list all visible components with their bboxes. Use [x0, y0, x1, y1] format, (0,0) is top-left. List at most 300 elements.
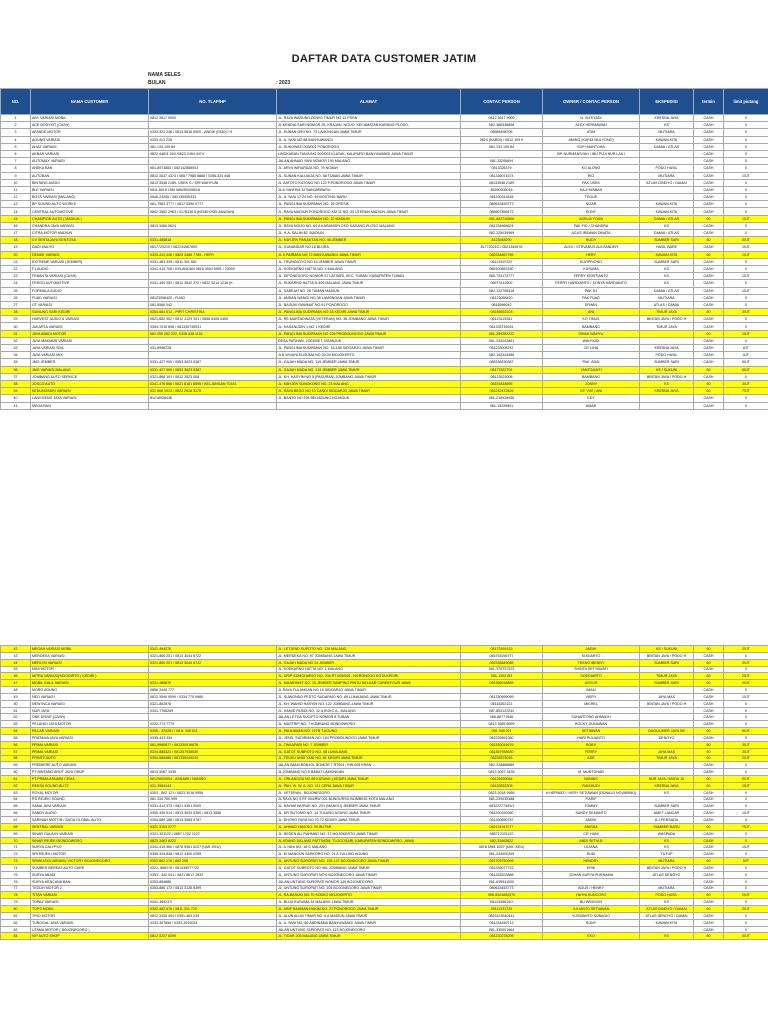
cell-col-term: 60 — [694, 215, 724, 222]
cell-col-credit-limit: 0 — [724, 323, 768, 330]
cell-col-phone: 0852 3552 2963 / 0176338 5 (KENDY/KELJANGAN) — [149, 208, 277, 215]
cell-col-customer-name: PT BINTANG ARUT JAYA GRUP — [31, 769, 149, 776]
table-row — [1, 865, 768, 872]
cell-col-customer-name: JAKARTA VARIASI — [31, 323, 149, 330]
cell-col-owner: BU WINGGIH — [543, 899, 640, 906]
cell-col-address: JL. HAMID RUSDI NO. 12 A RUKO A., MALANG — [277, 707, 461, 714]
cell-col-phone: 0333-413 448 / 0823 3486 7789 - HERY — [149, 251, 277, 258]
cell-col-address: JALAN UNTUNG SUROPATI NOMOR 149 BOJONEGORO — [277, 878, 461, 885]
cell-col-phone: 0341-7766269 — [149, 707, 277, 714]
cell-col-credit-limit: 0 — [724, 687, 768, 694]
cell-col-contact-person: 08177537701 — [461, 366, 543, 373]
cell-col-contact-person: 089615453773 — [461, 201, 543, 208]
cell-col-term: CASH — [694, 179, 724, 186]
cell-col-credit-limit: 0 — [724, 899, 768, 906]
cell-col-expedition: KS — [640, 380, 694, 387]
cell-col-no: 76 — [1, 878, 31, 885]
cell-col-phone: 0813 3067 3435 — [149, 769, 277, 776]
cell-col-address: JL. TWAAFARI NO. 7 JEMBER — [277, 741, 461, 748]
cell-col-credit-limit: 8JT — [724, 352, 768, 359]
cell-col-owner: FERRY HARDIANTO / SONYA HARDIANTO — [543, 280, 640, 287]
cell-col-phone — [149, 666, 277, 673]
cell-col-no: 45 — [1, 666, 31, 673]
cell-col-credit-limit: 0 — [724, 789, 768, 796]
cell-col-term: 60 — [694, 906, 724, 913]
cell-col-phone: 0341-415 708 / KELANGAN 0818 0504 5951 / 23000 — [149, 265, 277, 272]
cell-col-customer-name: TUNGGAL JAYA VARIASI — [31, 919, 149, 926]
cell-col-phone: 0331-412 373 / 0821 4301 0000 — [149, 803, 277, 810]
cell-col-address: JL. BANTO NO 294 BEGADUNG NGANJUK — [277, 395, 461, 402]
cell-col-term: CASH — [694, 352, 724, 359]
cell-col-term: CASH — [694, 301, 724, 308]
cell-col-expedition: KS / SUKUNI — [640, 366, 694, 373]
cell-col-address: JL. AHMAD YANI NO. 30 BLITAR — [277, 823, 461, 830]
cell-col-contact-person: 08173391415 — [461, 646, 543, 653]
cell-col-owner: AMAR — [543, 402, 640, 409]
cell-col-contact-person: 081-239435388 — [461, 796, 543, 803]
table-row — [1, 700, 768, 707]
cell-col-address: JALAN LETDA SUCIPTO NOMOR 8 TUBAN — [277, 714, 461, 721]
table-row — [1, 659, 768, 666]
cell-col-no: 60 — [1, 769, 31, 776]
cell-col-address: JL. GAJAH MADA NO 24 JEMBER — [277, 659, 461, 666]
cell-col-credit-limit: 30JT — [724, 380, 768, 387]
cell-col-no: 72 — [1, 851, 31, 858]
cell-col-owner: KO TINUS — [543, 316, 640, 323]
cell-col-customer-name: BLE VARIASI — [31, 186, 149, 193]
table-row — [1, 789, 768, 796]
cell-col-phone: 0341-490 252 / 0812 3542 272 / 0822 3214 1216 (K — [149, 280, 277, 287]
cell-col-credit-limit: 0 — [724, 714, 768, 721]
table-row — [1, 803, 768, 810]
cell-col-customer-name: SINAR REJEKI BONDOWOSO — [31, 837, 149, 844]
cell-col-expedition: DAMAI / ATLAS — [640, 287, 694, 294]
cell-col-no: 56 — [1, 741, 31, 748]
cell-col-owner: JOHAN SURYA PURNAMA — [543, 871, 640, 878]
cell-col-contact-person: 81772021O / 0821345678 — [461, 244, 543, 251]
cell-col-phone: 0321-321122 / 0857 1702 1122 — [149, 830, 277, 837]
cell-col-no: 69 — [1, 830, 31, 837]
cell-col-no: 42 — [1, 646, 31, 653]
cell-col-owner: P.ARIF — [543, 796, 640, 803]
cell-col-contact-person: 082-228888889 — [461, 762, 543, 769]
cell-col-expedition: DAMAI / ATLAS — [640, 230, 694, 237]
cell-col-credit-limit: 0 — [724, 851, 768, 858]
cell-col-contact-person: 081334665624 — [461, 222, 543, 229]
table-row — [1, 673, 768, 680]
cell-col-phone — [149, 122, 277, 129]
cell-col-expedition: KS — [640, 280, 694, 287]
cell-col-address: JL. A. YANI NO 88 BANYUWANGI — [277, 136, 461, 143]
cell-col-owner: HARI PULIANTO — [543, 734, 640, 741]
cell-col-customer-name: MERLYN VARIASI — [31, 659, 149, 666]
cell-col-owner: TEGUE — [543, 194, 640, 201]
cell-col-address: JL. SUKOWATI 003/001 PONOROGO — [277, 143, 461, 150]
cell-col-contact-person: 0823 3018 9955 — [461, 789, 543, 796]
cell-col-credit-limit: 0 — [724, 769, 768, 776]
cell-col-contact-person: 082-225039969 — [461, 230, 543, 237]
cell-col-credit-limit: 0 — [724, 158, 768, 165]
cell-col-phone: 081 6566 042 — [149, 301, 277, 308]
cell-col-credit-limit: 15JT — [724, 215, 768, 222]
cell-col-owner: EKO — [543, 933, 640, 940]
cell-col-owner: FERRY — [543, 748, 640, 755]
cell-col-phone: 081-8960877 / 081330016676 — [149, 741, 277, 748]
cell-col-term: CASH — [694, 208, 724, 215]
cell-col-contact-person: 085336230387 — [461, 359, 543, 366]
cell-col-credit-limit: 0 — [724, 201, 768, 208]
cell-col-no: 36 — [1, 366, 31, 373]
cell-col-address: JL. A. YANI NO. 66 ABDINAMA BANYUWANGI JAWA TIMUR — [277, 919, 461, 926]
cell-col-contact-person: 082225651360 — [461, 734, 543, 741]
cell-col-phone: 031-8946728 — [149, 345, 277, 352]
cell-col-credit-limit: 0 — [724, 919, 768, 926]
cell-col-term: CASH — [694, 721, 724, 728]
table-row — [1, 687, 768, 694]
cell-col-contact-person: 08125920054 — [461, 776, 543, 783]
cell-col-credit-limit: 0 — [724, 258, 768, 265]
cell-col-term: CASH — [694, 158, 724, 165]
cell-col-term: CASH — [694, 810, 724, 817]
cell-col-owner: ADELIA YOAN — [543, 215, 640, 222]
cell-col-no: 23 — [1, 273, 31, 280]
table-row — [1, 215, 768, 222]
cell-col-contact-person: 085607859472 — [461, 208, 543, 215]
cell-col-customer-name: SUMBER BERKAT AUTO CARE — [31, 865, 149, 872]
cell-col-contact-person: 081-234000255 — [461, 851, 543, 858]
page-title: DAFTAR DATA CUSTOMER JATIM — [291, 53, 477, 65]
table-row — [1, 273, 768, 280]
cell-col-phone: 0331-486670 — [149, 680, 277, 687]
cell-col-expedition: KS — [640, 837, 694, 844]
cell-col-credit-limit: 0 — [724, 734, 768, 741]
cell-col-no: 35 — [1, 359, 31, 366]
cell-col-contact-person — [461, 687, 543, 694]
cell-col-customer-name: ANEKA BAN — [31, 165, 149, 172]
cell-col-credit-limit: 30JT — [724, 309, 768, 316]
cell-col-no: 31 — [1, 330, 31, 337]
cell-col-no: 62 — [1, 782, 31, 789]
cell-col-expedition — [640, 878, 694, 885]
cell-col-phone: 031-3984144 — [149, 782, 277, 789]
table-row — [1, 172, 768, 179]
header-col-phone: NO. TLAP/HP — [149, 89, 277, 115]
cell-col-address: JL. TEUKU ANDI YANI NO. 81 KEDIRI JAWA TIMUR — [277, 755, 461, 762]
cell-col-no: 7 — [1, 158, 31, 165]
cell-col-customer-name: AGUNG VARIASI — [31, 136, 149, 143]
cell-col-credit-limit: 0 — [724, 878, 768, 885]
cell-col-term: CASH — [694, 714, 724, 721]
cell-col-no: 29 — [1, 316, 31, 323]
cell-col-no: 11 — [1, 186, 31, 193]
cell-col-customer-name: CV SENTAJAYA SENTOSA — [31, 237, 149, 244]
cell-col-expedition — [640, 687, 694, 694]
cell-col-phone: 0321-866 191 / 0812 3523 008 — [149, 373, 277, 380]
cell-col-phone — [149, 714, 277, 721]
cell-col-owner: YUSWANTO SUBAGIO — [543, 912, 640, 919]
cell-col-customer-name: PRINTZ AUTO — [31, 755, 149, 762]
cell-col-contact-person: 088-88771946 — [461, 714, 543, 721]
header-col-term: termin — [694, 89, 724, 115]
cell-col-contact-person: 081232278299 — [461, 933, 543, 940]
table-row — [1, 265, 768, 272]
cell-col-customer-name: PRATAMA JAYA VARIASI — [31, 734, 149, 741]
cell-col-phone: 0321-860 201 / 0813 3044 6722 — [149, 652, 277, 659]
cell-col-term: 60 — [694, 330, 724, 337]
table-row — [1, 721, 768, 728]
cell-col-owner: HERY — [543, 251, 640, 258]
table-row — [1, 755, 768, 762]
cell-col-contact-person: 081-1302153 — [461, 673, 543, 680]
cell-col-customer-name: SINAR GALAXY VARIASI — [31, 830, 149, 837]
cell-col-address: JL. PANGLIMA SUDIRMAN NO. 26 GRESIK — [277, 201, 461, 208]
cell-col-no: 16 — [1, 222, 31, 229]
cell-col-phone — [149, 273, 277, 280]
cell-col-expedition: KS — [640, 265, 694, 272]
cell-col-owner: ALEX / STEVANUS ALEXANDER — [543, 244, 640, 251]
cell-col-term: 60 — [694, 251, 724, 258]
cell-col-term: CASH — [694, 865, 724, 872]
cell-col-customer-name: PREMIERE AUTO VARIASI — [31, 762, 149, 769]
cell-col-no: 20 — [1, 251, 31, 258]
cell-col-customer-name: NUR JAYA — [31, 707, 149, 714]
cell-col-phone: 0812 3617 9000 — [149, 115, 277, 122]
cell-col-term: CASH — [694, 150, 724, 157]
cell-col-contact-person: 081330016676 — [461, 741, 543, 748]
cell-col-owner: ROBY — [543, 741, 640, 748]
cell-col-expedition: A.J PERSADA — [640, 817, 694, 824]
cell-col-contact-person: 8123548290 — [461, 237, 543, 244]
cell-col-address: JL. UNTUNG SUROPATI NO. 105 BOJONEGORO JAWA TIMUR — [277, 885, 461, 892]
cell-col-no: 52 — [1, 714, 31, 721]
cell-col-expedition: ATLAS / DAMAI — [640, 301, 694, 308]
cell-col-no: 66 — [1, 810, 31, 817]
cell-col-term: 60 — [694, 782, 724, 789]
cell-col-phone — [149, 158, 277, 165]
cell-col-address: JL. TRUNOJOYO NO 16 JEMBER JAWA TIMUR — [277, 258, 461, 265]
cell-col-phone: 0335-433 334 — [149, 734, 277, 741]
cell-col-no: 77 — [1, 885, 31, 892]
cell-col-address: JL. KH. WAHID HASYIM NO. 122 JOMBANG JAWA TIMUR — [277, 700, 461, 707]
cell-col-expedition: HASIL BARE — [640, 244, 694, 251]
cell-col-contact-person: 081-259252222 — [461, 330, 543, 337]
cell-col-address: JL. ANDAN WANGI NO.38 LAMONGAN JAWA TIMUR — [277, 294, 461, 301]
cell-col-no: 9 — [1, 172, 31, 179]
cell-col-contact-person: 08151818595 — [461, 380, 543, 387]
cell-col-term: 60 — [694, 366, 724, 373]
cell-col-address: JL. H.A. SALIM 82, MADIUN — [277, 230, 461, 237]
table-row — [1, 769, 768, 776]
cell-col-term: CASH — [694, 734, 724, 741]
cell-col-customer-name: BINTANG AUDIO — [31, 179, 149, 186]
cell-col-contact-person: 085753295777 — [461, 652, 543, 659]
cell-col-expedition: ATLAS DINDYO / DAMAI — [640, 906, 694, 913]
cell-col-address: JL. GATOT SUBROTO NO. 48 LUMAJANG — [277, 748, 461, 755]
cell-col-phone: 0321-860 201 / 0813 3044 6722 — [149, 659, 277, 666]
cell-col-no: 27 — [1, 301, 31, 308]
cell-col-expedition — [640, 926, 694, 933]
cell-col-customer-name: SURYA KENCANA BAN — [31, 878, 149, 885]
cell-col-customer-name: SARINAH MOTOR / SAGA GLOBAL AUTO — [31, 817, 149, 824]
cell-col-contact-person: 081332523888 — [461, 871, 543, 878]
table-row — [1, 741, 768, 748]
cell-col-address: JL. MASTRIP NO. 7 KOMBANG BONDOWOSO — [277, 721, 461, 728]
cell-col-term: 60 — [694, 680, 724, 687]
cell-col-address: JL. SUNAN KALIJAGA NO. 58 TUBAN JAWA TIMUR — [277, 172, 461, 179]
cell-col-expedition: SUMBER SARI — [640, 237, 694, 244]
cell-col-contact-person: 081330999099 — [461, 693, 543, 700]
cell-col-phone: 031 866 1013 / 0822 2916 3175 — [149, 388, 277, 395]
cell-col-no: 83 — [1, 926, 31, 933]
cell-col-owner: H. SUTIYADI — [543, 115, 640, 122]
cell-col-no: 46 — [1, 673, 31, 680]
cell-col-term: 60 — [694, 309, 724, 316]
cell-col-phone — [149, 892, 277, 899]
cell-col-term: CASH — [694, 359, 724, 366]
table-row — [1, 345, 768, 352]
cell-col-credit-limit: 0 — [724, 652, 768, 659]
cell-col-contact-person: 081-370737323 — [461, 666, 543, 673]
cell-col-owner: CE' VIVI / ANI — [543, 388, 640, 395]
cell-col-contact-person: 085-733173777 — [461, 273, 543, 280]
cell-col-contact-person: 08123058420 — [461, 294, 543, 301]
cell-col-term: CASH — [694, 817, 724, 824]
cell-col-contact-person: 081335077722 — [461, 865, 543, 872]
cell-col-credit-limit: 0 — [724, 830, 768, 837]
cell-col-owner: JONNY — [543, 380, 640, 387]
cell-col-phone: 0331-483 339 / 0811 301 581 — [149, 258, 277, 265]
cell-col-no: 54 — [1, 728, 31, 735]
cell-col-contact-person: 0878 5961 6207 (UMI -KEU) — [461, 844, 543, 851]
cell-col-term: CASH — [694, 222, 724, 229]
cell-col-owner — [543, 926, 640, 933]
cell-col-phone: 0353 - 342 041 / 0821 8617 1932 — [149, 871, 277, 878]
cell-col-no: 57 — [1, 748, 31, 755]
cell-col-credit-limit: 30JT — [724, 906, 768, 913]
cell-col-address: JL. PAH. W. W. A. NO. 111 CERA JAWA TIMUR — [277, 782, 461, 789]
cell-col-phone: 0332-773 7779 — [149, 721, 277, 728]
cell-col-expedition: KRESNA JAYA — [640, 115, 694, 122]
cell-col-address: JL. HAYAM WURUK NO. 201 (MANGLI) JEMBER JAWA TIMUR — [277, 803, 461, 810]
cell-col-credit-limit: 0 — [724, 294, 768, 301]
cell-col-owner: KUSUMA — [543, 265, 640, 272]
cell-col-expedition: MUTIARA — [640, 129, 694, 136]
cell-col-no: 8 — [1, 165, 31, 172]
cell-col-customer-name: SANDY AUDIO — [31, 810, 149, 817]
cell-col-credit-limit: 20JT — [724, 646, 768, 653]
cell-col-no: 38 — [1, 380, 31, 387]
cell-col-customer-name: AKBAR VARIASI — [31, 150, 149, 157]
cell-col-owner: CE' LINA — [543, 345, 640, 352]
cell-col-term: 60 — [694, 673, 724, 680]
cell-col-contact-person: 081-33206694 — [461, 158, 543, 165]
cell-col-address: JL. SOEKARNO HATTA NO. 4 MALANG — [277, 265, 461, 272]
cell-col-owner: SUHARTONO AHMADH — [543, 714, 640, 721]
cell-col-customer-name: AUTOBAN — [31, 172, 149, 179]
cell-col-credit-limit: 0 — [724, 762, 768, 769]
cell-col-no: 48 — [1, 687, 31, 694]
cell-col-owner — [543, 878, 640, 885]
cell-col-term: 60 — [694, 728, 724, 735]
cell-col-no: 51 — [1, 707, 31, 714]
cell-col-owner — [543, 352, 640, 359]
cell-col-term: CASH — [694, 194, 724, 201]
cell-col-expedition: BINTAN JAYA / PODO H — [640, 316, 694, 323]
cell-col-address: JL. PAHLAWAN NO. 107B T.AGUNG — [277, 728, 461, 735]
cell-col-expedition: SUMBER SARI — [640, 359, 694, 366]
cell-col-phone: 0813 3548 2189- USEK C / SRI WAHYUNI — [149, 179, 277, 186]
cell-col-owner: CE' HANI — [543, 830, 640, 837]
cell-col-phone: 0333 413 226 — [149, 136, 277, 143]
cell-col-expedition: JAYA MAS — [640, 748, 694, 755]
cell-col-address: JL. HASANUDIN 1 NO 1 KEDIRI — [277, 323, 461, 330]
cell-col-customer-name: TEGUH MOTOR 2 — [31, 885, 149, 892]
table-row — [1, 237, 768, 244]
cell-col-term: CASH — [694, 700, 724, 707]
cell-col-expedition — [640, 714, 694, 721]
cell-col-phone: 0341-415 560 / 0878 5961 6207 (UMI -KEU) — [149, 844, 277, 851]
cell-col-phone: 0353 - 892 121 / 0823 3018 9955 — [149, 789, 277, 796]
cell-col-credit-limit: 0 — [724, 136, 768, 143]
cell-col-credit-limit: 10JT — [724, 273, 768, 280]
cell-col-contact-person: 0824 (KARDI) / 0812 109 9 — [461, 136, 543, 143]
table-row — [1, 666, 768, 673]
cell-col-expedition — [640, 707, 694, 714]
customer-table-top — [0, 88, 768, 410]
cell-col-address: DESA PATIHAN, LOCEBET, NGANJUK — [277, 337, 461, 344]
cell-col-address: JL. RAYA MADIUN PONOROGO KM 11 NO. 30 UTERAN MADIUN JAWA TIMUR — [277, 208, 461, 215]
table-row — [1, 899, 768, 906]
cell-col-credit-limit: 0 — [724, 129, 768, 136]
cell-col-credit-limit: 0 — [724, 666, 768, 673]
cell-col-address: JL. GAJAH MADA NO. 119 JEMBER JAWA TIMUR — [277, 359, 461, 366]
cell-col-contact-person: 081357938530 — [461, 748, 543, 755]
cell-col-customer-name: SRI REJEKI MOTOR — [31, 851, 149, 858]
cell-col-term: CASH — [694, 244, 724, 251]
cell-col-credit-limit: 10JT — [724, 844, 768, 851]
cell-col-customer-name: BOSS VARIASI (MALANG) — [31, 194, 149, 201]
table-row — [1, 115, 768, 122]
cell-col-expedition: ATLAS DINDYO / DAMAI — [640, 179, 694, 186]
table-row — [1, 693, 768, 700]
cell-col-phone: 081 133 109 84 — [149, 143, 277, 150]
cell-col-contact-person: 0813326379 — [461, 165, 543, 172]
table-row — [1, 837, 768, 844]
cell-col-address: JL. ORLANGGA NO 86 KATANG ) KEDIRI JAWA TIMUR — [277, 776, 461, 783]
cell-col-address: JL. SAREAH NO. 26 TAMAN MADIUN — [277, 287, 461, 294]
table-row — [1, 294, 768, 301]
cell-col-credit-limit: 0 — [724, 186, 768, 193]
cell-col-address: JL. TIDAR 205 MALANG JAWA TIMUR — [277, 933, 461, 940]
table-row — [1, 186, 768, 193]
cell-col-credit-limit: 0 — [724, 871, 768, 878]
cell-col-credit-limit: 0 — [724, 115, 768, 122]
cell-col-contact-person — [461, 150, 543, 157]
cell-col-owner: MICHEL — [543, 700, 640, 707]
cell-col-no: 6 — [1, 150, 31, 157]
cell-col-phone: 0354-689 188 / 0813 3065 0787 — [149, 817, 277, 824]
cell-col-expedition: BINTAN JAYA / PODO H — [640, 700, 694, 707]
cell-col-expedition: KAWAN KITA — [640, 201, 694, 208]
cell-col-term: CASH — [694, 830, 724, 837]
cell-col-term: CASH — [694, 323, 724, 330]
cell-col-credit-limit: 30JT — [724, 741, 768, 748]
cell-col-term: 60 — [694, 776, 724, 783]
cell-col-contact-person: 087-853122242 — [461, 707, 543, 714]
cell-col-expedition: DAMAI / ATLAS — [640, 215, 694, 222]
table-row — [1, 652, 768, 659]
cell-col-owner: KO ALONG — [543, 165, 640, 172]
